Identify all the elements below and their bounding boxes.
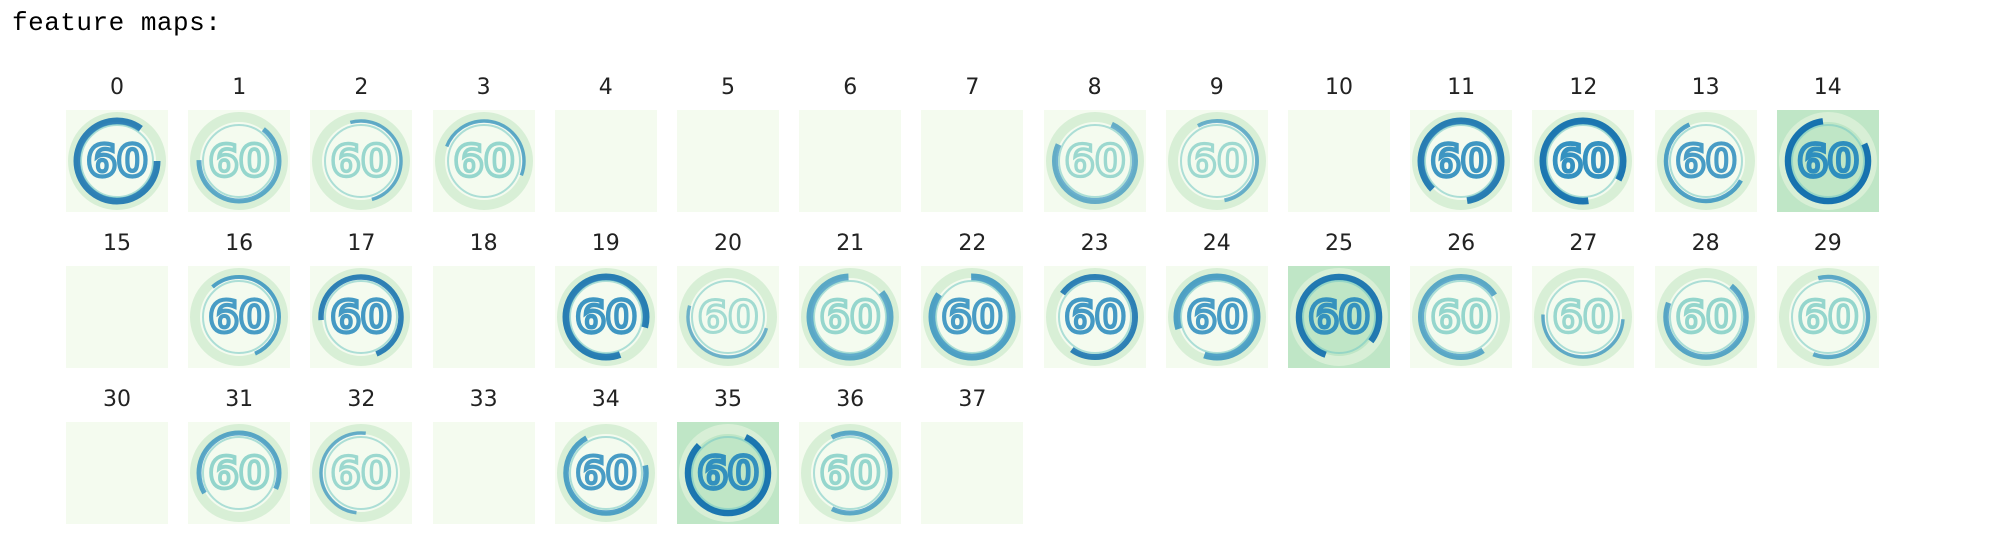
feature-map-graphic [1655, 266, 1757, 368]
feature-map-label: 26 [1447, 231, 1476, 256]
feature-map-22 [921, 230, 1023, 370]
feature-map-image [1166, 266, 1268, 368]
feature-map-digits: 60 [575, 292, 637, 343]
feature-map-label: 25 [1325, 231, 1353, 256]
feature-map-image [1655, 266, 1757, 368]
feature-map-label: 10 [1325, 75, 1353, 100]
feature-map-label: 3 [476, 75, 491, 100]
feature-map-21 [799, 230, 901, 370]
feature-map-30 [66, 386, 168, 526]
feature-map-label: 16 [225, 231, 254, 256]
feature-map-graphic [799, 266, 901, 368]
feature-map-36 [799, 386, 901, 526]
feature-map-image [310, 266, 412, 368]
feature-map-graphic [677, 422, 779, 524]
feature-map-image [799, 422, 901, 524]
feature-map-13 [1655, 74, 1757, 214]
feature-map-image [555, 110, 657, 212]
feature-map-digits: 60 [330, 136, 393, 187]
feature-map-graphic [310, 422, 412, 524]
feature-map-digits: 60 [1552, 136, 1615, 187]
feature-map-image [677, 110, 779, 212]
feature-map-28 [1655, 230, 1757, 370]
feature-map-image [310, 110, 412, 212]
feature-map-graphic [1410, 110, 1512, 212]
feature-map-label: 6 [843, 75, 858, 100]
feature-map-image [1532, 266, 1634, 368]
feature-map-image [921, 422, 1023, 524]
feature-map-4 [555, 74, 657, 214]
feature-map-graphic [433, 110, 535, 212]
feature-map-26 [1410, 230, 1512, 370]
feature-map-image [1044, 110, 1146, 212]
feature-map-graphic [799, 422, 901, 524]
feature-map-19 [555, 230, 657, 370]
feature-map-9 [1166, 74, 1268, 214]
feature-map-graphic [1655, 110, 1757, 212]
feature-map-digits: 60 [86, 136, 148, 187]
feature-map-graphic [555, 266, 657, 368]
feature-map-25 [1288, 230, 1390, 370]
feature-map-label: 13 [1691, 75, 1720, 100]
feature-map-graphic [310, 266, 412, 368]
feature-map-image [677, 266, 779, 368]
feature-map-2 [310, 74, 412, 214]
feature-map-label: 31 [225, 387, 254, 412]
feature-map-label: 9 [1209, 75, 1224, 100]
feature-map-16 [188, 230, 290, 370]
feature-map-digits: 60 [941, 292, 1004, 343]
feature-map-11 [1410, 74, 1512, 214]
feature-map-digits: 60 [208, 136, 270, 187]
feature-map-image [188, 110, 290, 212]
feature-map-label: 28 [1691, 231, 1720, 256]
feature-map-17 [310, 230, 412, 370]
feature-map-32 [310, 386, 412, 526]
feature-map-image [799, 110, 901, 212]
feature-map-35 [677, 386, 779, 526]
feature-map-1 [188, 74, 290, 214]
feature-map-digits: 60 [1186, 292, 1248, 343]
feature-map-label: 33 [469, 387, 498, 412]
feature-map-digits: 60 [1552, 292, 1615, 343]
feature-map-label: 29 [1813, 231, 1842, 256]
feature-map-label: 30 [103, 387, 131, 412]
feature-map-label: 32 [347, 387, 376, 412]
feature-map-label: 34 [591, 387, 620, 412]
feature-map-digits: 60 [208, 292, 270, 343]
feature-map-image [1044, 266, 1146, 368]
feature-map-graphic [1044, 110, 1146, 212]
feature-map-image [1655, 110, 1757, 212]
feature-map-digits: 60 [1308, 292, 1370, 343]
feature-map-digits: 60 [1797, 136, 1859, 187]
feature-map-14 [1777, 74, 1879, 214]
feature-map-10 [1288, 74, 1390, 214]
feature-map-digits: 60 [330, 292, 393, 343]
feature-map-24 [1166, 230, 1268, 370]
feature-map-15 [66, 230, 168, 370]
feature-map-image [310, 422, 412, 524]
feature-map-image [1532, 110, 1634, 212]
feature-map-digits: 60 [697, 448, 759, 499]
feature-map-graphic [677, 266, 779, 368]
feature-map-graphic [921, 266, 1023, 368]
feature-map-digits: 60 [697, 292, 759, 343]
feature-map-graphic [1777, 266, 1879, 368]
feature-map-digits: 60 [1186, 136, 1248, 187]
feature-map-label: 4 [598, 75, 613, 100]
feature-map-graphic [555, 422, 657, 524]
feature-map-label: 2 [354, 75, 369, 100]
feature-map-3 [433, 74, 535, 214]
feature-map-7 [921, 74, 1023, 214]
feature-map-graphic [1410, 266, 1512, 368]
feature-map-label: 11 [1447, 75, 1476, 100]
feature-map-label: 27 [1569, 231, 1598, 256]
feature-map-label: 24 [1202, 231, 1231, 256]
feature-map-label: 14 [1813, 75, 1842, 100]
feature-map-digits: 60 [819, 292, 881, 343]
feature-map-graphic [66, 110, 168, 212]
feature-map-label: 17 [347, 231, 376, 256]
feature-map-graphic [1044, 266, 1146, 368]
feature-map-image [1410, 110, 1512, 212]
feature-map-image [921, 266, 1023, 368]
feature-map-image [433, 110, 535, 212]
feature-map-digits: 60 [330, 448, 393, 499]
feature-map-image [66, 422, 168, 524]
feature-map-image [188, 422, 290, 524]
feature-map-label: 1 [232, 75, 247, 100]
feature-map-33 [433, 386, 535, 526]
feature-map-27 [1532, 230, 1634, 370]
feature-map-graphic [1288, 266, 1390, 368]
feature-map-digits: 60 [1063, 136, 1126, 187]
feature-map-graphic [1532, 266, 1634, 368]
feature-map-graphic [1777, 110, 1879, 212]
feature-map-digits: 60 [1063, 292, 1126, 343]
feature-map-label: 22 [958, 231, 987, 256]
feature-map-digits: 60 [1430, 292, 1492, 343]
feature-map-6 [799, 74, 901, 214]
feature-map-8 [1044, 74, 1146, 214]
feature-map-image [433, 422, 535, 524]
feature-map-image [66, 110, 168, 212]
feature-map-image [555, 266, 657, 368]
feature-map-graphic [1166, 110, 1268, 212]
feature-map-label: 37 [958, 387, 987, 412]
feature-map-image [921, 110, 1023, 212]
feature-map-label: 19 [591, 231, 620, 256]
feature-map-digits: 60 [575, 448, 637, 499]
feature-map-digits: 60 [452, 136, 515, 187]
feature-map-label: 35 [714, 387, 742, 412]
feature-map-0 [66, 74, 168, 214]
feature-map-image [1777, 266, 1879, 368]
feature-map-label: 12 [1569, 75, 1598, 100]
feature-map-graphic [1532, 110, 1634, 212]
feature-map-label: 20 [714, 231, 742, 256]
feature-map-graphic [188, 110, 290, 212]
feature-map-image [1410, 266, 1512, 368]
feature-map-label: 36 [836, 387, 865, 412]
feature-map-graphic [310, 110, 412, 212]
feature-map-image [677, 422, 779, 524]
feature-map-29 [1777, 230, 1879, 370]
feature-map-digits: 60 [1430, 136, 1492, 187]
feature-map-label: 18 [469, 231, 498, 256]
feature-map-digits: 60 [1674, 136, 1737, 187]
feature-map-image [188, 266, 290, 368]
feature-map-20 [677, 230, 779, 370]
feature-map-image [1166, 110, 1268, 212]
feature-map-5 [677, 74, 779, 214]
feature-map-23 [1044, 230, 1146, 370]
feature-map-label: 7 [965, 75, 980, 100]
feature-map-12 [1532, 74, 1634, 214]
feature-map-digits: 60 [1797, 292, 1859, 343]
feature-map-image [1288, 110, 1390, 212]
feature-map-label: 15 [103, 231, 131, 256]
feature-map-digits: 60 [1674, 292, 1737, 343]
feature-map-graphic [188, 422, 290, 524]
feature-map-graphic [188, 266, 290, 368]
feature-map-label: 0 [110, 75, 124, 100]
feature-map-31 [188, 386, 290, 526]
feature-map-image [66, 266, 168, 368]
feature-map-18 [433, 230, 535, 370]
feature-map-label: 21 [836, 231, 865, 256]
feature-map-37 [921, 386, 1023, 526]
feature-map-image [555, 422, 657, 524]
feature-map-digits: 60 [819, 448, 881, 499]
feature-map-image [1777, 110, 1879, 212]
feature-map-image [1288, 266, 1390, 368]
feature-map-graphic [1166, 266, 1268, 368]
feature-map-digits: 60 [208, 448, 270, 499]
feature-map-34 [555, 386, 657, 526]
feature-map-image [433, 266, 535, 368]
feature-map-image [799, 266, 901, 368]
feature-map-label: 23 [1080, 231, 1109, 256]
output-prompt-text: feature maps: [12, 8, 222, 38]
feature-map-label: 8 [1087, 75, 1102, 100]
feature-map-label: 5 [721, 75, 735, 100]
